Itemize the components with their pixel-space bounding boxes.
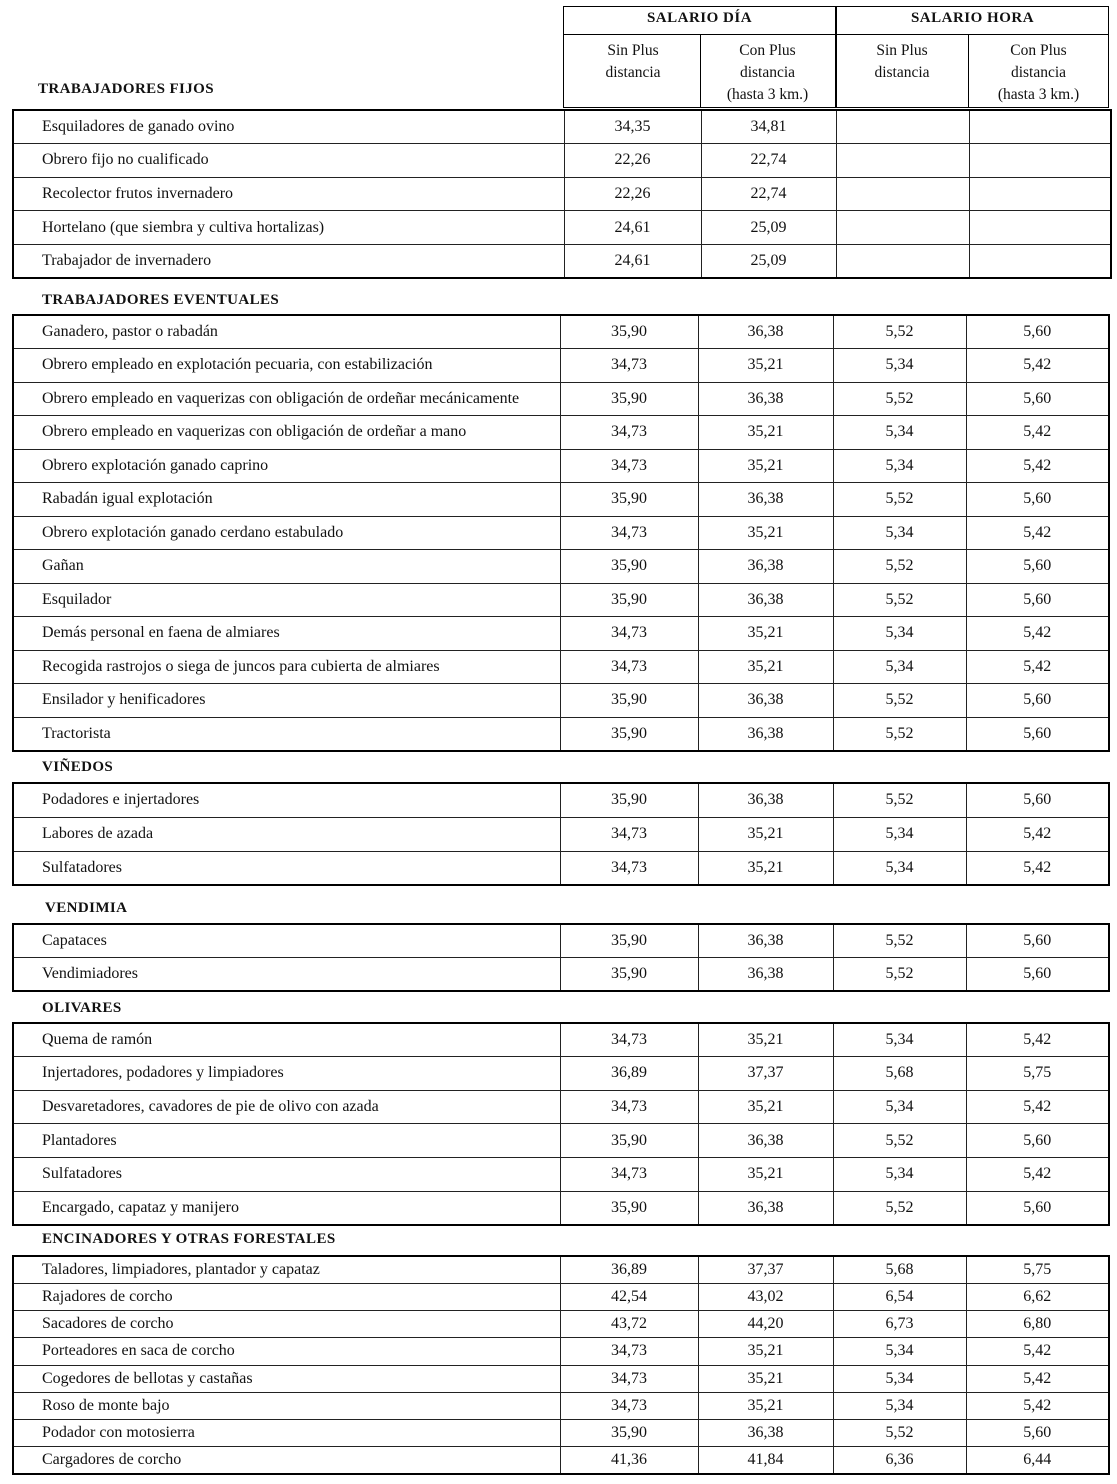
salario-dia-sin-plus-cell: 34,73 xyxy=(560,617,698,651)
table-row xyxy=(13,244,1111,278)
salario-dia-con-plus-cell: 35,21 xyxy=(698,1158,833,1192)
salario-dia-sin-plus-cell: 34,73 xyxy=(560,851,698,885)
job-label: Quema de ramón xyxy=(13,1023,560,1057)
job-label: Capataces xyxy=(13,924,560,958)
table-row xyxy=(13,1392,1109,1419)
job-label: Porteadores en saca de corcho xyxy=(13,1338,560,1365)
salario-dia-con-plus-cell: 22,74 xyxy=(701,144,836,178)
salario-dia-con-plus-cell: 35,21 xyxy=(698,851,833,885)
salario-hora-con-plus-cell: 5,42 xyxy=(966,1392,1109,1419)
salario-hora-header: SALARIO HORA xyxy=(910,10,1035,26)
salario-hora-con-plus-cell: 5,60 xyxy=(966,1124,1109,1158)
salario-dia-con-plus-cell: 36,38 xyxy=(698,315,833,349)
salario-hora-sin-plus-cell: 5,52 xyxy=(833,717,966,751)
salario-dia-sin-plus-cell: 35,90 xyxy=(560,684,698,718)
job-label: Taladores, limpiadores, plantador y capataz xyxy=(13,1256,560,1283)
table-row xyxy=(13,550,1109,584)
job-label: Podador con motosierra xyxy=(13,1420,560,1447)
section-title: TRABAJADORES EVENTUALES xyxy=(42,292,280,308)
salario-dia-con-plus-cell: 36,38 xyxy=(698,684,833,718)
job-label: Cogedores de bellotas y castañas xyxy=(13,1365,560,1392)
section-table xyxy=(12,782,1110,886)
table-row xyxy=(13,1090,1109,1124)
salario-hora-con-plus-cell: 5,60 xyxy=(966,382,1109,416)
job-label: Plantadores xyxy=(13,1124,560,1158)
job-label: Esquilador xyxy=(13,583,560,617)
job-label: Cargadores de corcho xyxy=(13,1447,560,1474)
con-plus-line3: (hasta 3 km.) xyxy=(726,86,809,103)
salario-dia-sin-plus-cell: 34,73 xyxy=(560,416,698,450)
sin-plus-line2: distancia xyxy=(874,64,930,81)
salario-hora-con-plus-cell: 5,42 xyxy=(966,1365,1109,1392)
salario-hora-con-plus-cell: 5,42 xyxy=(966,1023,1109,1057)
section-title: VIÑEDOS xyxy=(42,759,114,775)
salario-dia-con-plus-cell: 37,37 xyxy=(698,1256,833,1283)
job-label: Injertadores, podadores y limpiadores xyxy=(13,1057,560,1091)
salario-dia-con-plus-cell: 44,20 xyxy=(698,1311,833,1338)
salario-hora-sin-plus-cell: 5,52 xyxy=(833,924,966,958)
table-row xyxy=(13,516,1109,550)
salario-dia-con-plus-cell: 35,21 xyxy=(698,416,833,450)
table-row xyxy=(13,617,1109,651)
salario-hora-con-plus-cell: 5,42 xyxy=(966,349,1109,383)
job-label: Recogida rastrojos o siega de juncos para cubierta de almiares xyxy=(13,650,560,684)
salario-hora-sin-plus-cell: 5,68 xyxy=(833,1256,966,1283)
salario-dia-sin-plus-cell: 35,90 xyxy=(560,1191,698,1225)
sin-plus-dia-header xyxy=(566,40,700,84)
salario-dia-sin-plus-cell: 35,90 xyxy=(560,382,698,416)
salario-hora-con-plus-cell xyxy=(969,144,1111,178)
section-table xyxy=(12,923,1110,992)
salario-hora-con-plus-cell: 5,60 xyxy=(966,1191,1109,1225)
salario-hora-con-plus-cell: 5,75 xyxy=(966,1256,1109,1283)
job-label: Trabajador de invernadero xyxy=(13,244,564,278)
salario-hora-sin-plus-cell: 5,34 xyxy=(833,1392,966,1419)
job-label: Rabadán igual explotación xyxy=(13,483,560,517)
salario-dia-con-plus-cell: 36,38 xyxy=(698,382,833,416)
table-row xyxy=(13,315,1109,349)
con-plus-dia-header xyxy=(700,40,835,106)
job-label: Demás personal en faena de almiares xyxy=(13,617,560,651)
salario-hora-sin-plus-cell: 6,36 xyxy=(833,1447,966,1474)
salario-hora-con-plus-cell: 5,60 xyxy=(966,684,1109,718)
salario-dia-sin-plus-cell: 34,73 xyxy=(560,349,698,383)
salario-dia-sin-plus-cell: 35,90 xyxy=(560,315,698,349)
table-row xyxy=(13,1023,1109,1057)
salario-dia-con-plus-cell: 35,21 xyxy=(698,1392,833,1419)
salario-dia-con-plus-cell: 35,21 xyxy=(698,650,833,684)
salario-hora-sin-plus-cell: 5,52 xyxy=(833,315,966,349)
table-row xyxy=(13,1420,1109,1447)
con-plus-line1: Con Plus xyxy=(1010,42,1067,59)
salario-dia-con-plus-cell: 35,21 xyxy=(698,516,833,550)
salario-dia-sin-plus-cell: 34,73 xyxy=(560,817,698,851)
salario-hora-con-plus-cell: 5,42 xyxy=(966,1158,1109,1192)
salario-dia-sin-plus-cell: 22,26 xyxy=(564,144,701,178)
job-label: Podadores e injertadores xyxy=(13,783,560,817)
salario-dia-sin-plus-cell: 35,90 xyxy=(560,583,698,617)
job-label: Tractorista xyxy=(13,717,560,751)
salario-dia-con-plus-cell: 35,21 xyxy=(698,1090,833,1124)
job-label: Hortelano (que siembra y cultiva hortalizas) xyxy=(13,211,564,245)
table-row xyxy=(13,449,1109,483)
salario-dia-sin-plus-cell: 35,90 xyxy=(560,1420,698,1447)
salario-dia-con-plus-cell: 25,09 xyxy=(701,211,836,245)
con-plus-line3: (hasta 3 km.) xyxy=(997,86,1080,103)
salario-hora-con-plus-cell: 5,42 xyxy=(966,817,1109,851)
salario-dia-con-plus-cell: 36,38 xyxy=(698,483,833,517)
salario-dia-con-plus-cell: 35,21 xyxy=(698,1338,833,1365)
table-row xyxy=(13,817,1109,851)
sin-plus-hora-header xyxy=(836,40,968,84)
salario-hora-sin-plus-cell: 5,52 xyxy=(833,684,966,718)
sin-plus-line1: Sin Plus xyxy=(876,42,928,59)
salario-hora-sin-plus-cell: 5,34 xyxy=(833,1338,966,1365)
salario-hora-con-plus-cell: 5,60 xyxy=(966,583,1109,617)
salario-dia-con-plus-cell: 36,38 xyxy=(698,717,833,751)
con-plus-line1: Con Plus xyxy=(739,42,796,59)
con-plus-line2: distancia xyxy=(739,64,796,81)
salario-dia-con-plus-cell: 36,38 xyxy=(698,583,833,617)
salario-dia-con-plus-cell: 36,38 xyxy=(698,550,833,584)
salario-hora-sin-plus-cell xyxy=(836,244,969,278)
salario-dia-con-plus-cell: 36,38 xyxy=(698,958,833,992)
salario-dia-sin-plus-cell: 35,90 xyxy=(560,550,698,584)
salario-hora-con-plus-cell: 5,42 xyxy=(966,516,1109,550)
table-row xyxy=(13,349,1109,383)
salario-hora-sin-plus-cell: 5,34 xyxy=(833,416,966,450)
salario-hora-sin-plus-cell: 5,34 xyxy=(833,449,966,483)
salario-dia-con-plus-cell: 36,38 xyxy=(698,783,833,817)
job-label: Labores de azada xyxy=(13,817,560,851)
table-row xyxy=(13,1338,1109,1365)
salario-dia-sin-plus-cell: 35,90 xyxy=(560,717,698,751)
salario-hora-con-plus-cell: 5,60 xyxy=(966,717,1109,751)
salario-hora-con-plus-cell: 5,42 xyxy=(966,851,1109,885)
job-label: Ganadero, pastor o rabadán xyxy=(13,315,560,349)
salario-hora-sin-plus-cell: 5,52 xyxy=(833,783,966,817)
salario-dia-con-plus-cell: 41,84 xyxy=(698,1447,833,1474)
salario-dia-sin-plus-cell: 36,89 xyxy=(560,1256,698,1283)
job-label: Sacadores de corcho xyxy=(13,1311,560,1338)
job-label: Obrero explotación ganado caprino xyxy=(13,449,560,483)
salario-dia-con-plus-cell: 37,37 xyxy=(698,1057,833,1091)
salario-dia-con-plus-cell: 22,74 xyxy=(701,177,836,211)
salario-hora-sin-plus-cell: 5,34 xyxy=(833,851,966,885)
salario-dia-sin-plus-cell: 42,54 xyxy=(560,1283,698,1310)
salario-hora-sin-plus-cell: 5,34 xyxy=(833,349,966,383)
salario-dia-con-plus-cell: 35,21 xyxy=(698,817,833,851)
salario-hora-sin-plus-cell xyxy=(836,144,969,178)
table-row xyxy=(13,1124,1109,1158)
salario-dia-sin-plus-cell: 35,90 xyxy=(560,924,698,958)
salario-hora-con-plus-cell xyxy=(969,211,1111,245)
salario-hora-con-plus-cell: 5,60 xyxy=(966,315,1109,349)
salario-dia-sin-plus-cell: 43,72 xyxy=(560,1311,698,1338)
job-label: Ensilador y henificadores xyxy=(13,684,560,718)
table-row xyxy=(13,1311,1109,1338)
table-row xyxy=(13,783,1109,817)
salario-dia-sin-plus-cell: 35,90 xyxy=(560,783,698,817)
salario-hora-sin-plus-cell: 5,34 xyxy=(833,516,966,550)
section-table xyxy=(12,109,1112,279)
salario-dia-con-plus-cell: 36,38 xyxy=(698,1420,833,1447)
salario-hora-sin-plus-cell: 5,52 xyxy=(833,1420,966,1447)
job-label: Recolector frutos invernadero xyxy=(13,177,564,211)
salario-dia-sin-plus-cell: 34,73 xyxy=(560,650,698,684)
salario-dia-con-plus-cell: 34,81 xyxy=(701,110,836,144)
job-label: Obrero empleado en explotación pecuaria, con estabilización xyxy=(13,349,560,383)
salario-hora-con-plus-cell: 5,60 xyxy=(966,483,1109,517)
job-label: Obrero empleado en vaquerizas con obligación de ordeñar a mano xyxy=(13,416,560,450)
table-row xyxy=(13,717,1109,751)
salario-hora-sin-plus-cell: 5,68 xyxy=(833,1057,966,1091)
salario-hora-con-plus-cell: 6,62 xyxy=(966,1283,1109,1310)
job-label: Esquiladores de ganado ovino xyxy=(13,110,564,144)
job-label: Desvaretadores, cavadores de pie de olivo con azada xyxy=(13,1090,560,1124)
salario-dia-sin-plus-cell: 34,73 xyxy=(560,1365,698,1392)
table-row xyxy=(13,958,1109,992)
salario-hora-con-plus-cell: 5,60 xyxy=(966,1420,1109,1447)
salario-hora-sin-plus-cell xyxy=(836,211,969,245)
salario-hora-con-plus-cell xyxy=(969,110,1111,144)
salario-hora-con-plus-cell: 5,42 xyxy=(966,1090,1109,1124)
salario-hora-sin-plus-cell: 5,34 xyxy=(833,1090,966,1124)
table-row xyxy=(13,1191,1109,1225)
table-row xyxy=(13,382,1109,416)
salario-dia-con-plus-cell: 35,21 xyxy=(698,449,833,483)
salario-dia-sin-plus-cell: 34,73 xyxy=(560,1338,698,1365)
salario-dia-con-plus-cell: 43,02 xyxy=(698,1283,833,1310)
table-row xyxy=(13,1365,1109,1392)
table-row xyxy=(13,1256,1109,1283)
section-table xyxy=(12,314,1110,752)
section-title: OLIVARES xyxy=(42,1000,122,1016)
salario-dia-con-plus-cell: 36,38 xyxy=(698,924,833,958)
table-row xyxy=(13,483,1109,517)
salario-hora-con-plus-cell: 5,60 xyxy=(966,924,1109,958)
salario-dia-sin-plus-cell: 34,73 xyxy=(560,516,698,550)
salario-dia-sin-plus-cell: 36,89 xyxy=(560,1057,698,1091)
salario-hora-con-plus-cell: 6,80 xyxy=(966,1311,1109,1338)
salario-hora-sin-plus-cell: 5,34 xyxy=(833,1158,966,1192)
salario-dia-sin-plus-cell: 35,90 xyxy=(560,958,698,992)
salario-dia-sin-plus-cell: 34,73 xyxy=(560,1090,698,1124)
salario-dia-sin-plus-cell: 34,35 xyxy=(564,110,701,144)
salario-dia-con-plus-cell: 25,09 xyxy=(701,244,836,278)
table-row xyxy=(13,583,1109,617)
table-row xyxy=(13,924,1109,958)
salario-hora-sin-plus-cell: 5,52 xyxy=(833,1124,966,1158)
table-row xyxy=(13,177,1111,211)
salario-dia-header: SALARIO DÍA xyxy=(646,10,753,26)
job-label: Vendimiadores xyxy=(13,958,560,992)
salario-dia-sin-plus-cell: 22,26 xyxy=(564,177,701,211)
salario-dia-con-plus-cell: 35,21 xyxy=(698,349,833,383)
section-table xyxy=(12,1255,1110,1475)
job-label: Sulfatadores xyxy=(13,1158,560,1192)
salario-hora-sin-plus-cell: 5,52 xyxy=(833,583,966,617)
salario-dia-sin-plus-cell: 34,73 xyxy=(560,1023,698,1057)
salario-hora-con-plus-cell: 6,44 xyxy=(966,1447,1109,1474)
salario-hora-con-plus-cell: 5,42 xyxy=(966,650,1109,684)
salario-dia-con-plus-cell: 35,21 xyxy=(698,1023,833,1057)
salario-hora-con-plus-cell xyxy=(969,177,1111,211)
salario-hora-sin-plus-cell xyxy=(836,177,969,211)
salario-hora-con-plus-cell: 5,60 xyxy=(966,550,1109,584)
salario-hora-con-plus-cell xyxy=(969,244,1111,278)
salario-hora-sin-plus-cell: 6,73 xyxy=(833,1311,966,1338)
salario-dia-sin-plus-cell: 24,61 xyxy=(564,244,701,278)
table-row xyxy=(13,1158,1109,1192)
section-title: TRABAJADORES FIJOS xyxy=(38,81,214,97)
salario-hora-con-plus-cell: 5,75 xyxy=(966,1057,1109,1091)
salario-dia-sin-plus-cell: 35,90 xyxy=(560,1124,698,1158)
section-table xyxy=(12,1022,1110,1226)
job-label: Sulfatadores xyxy=(13,851,560,885)
job-label: Obrero empleado en vaquerizas con obligación de ordeñar mecánicamente xyxy=(13,382,560,416)
job-label: Encargado, capataz y manijero xyxy=(13,1191,560,1225)
salario-hora-con-plus-cell: 5,42 xyxy=(966,449,1109,483)
salario-hora-con-plus-cell: 5,60 xyxy=(966,783,1109,817)
salario-dia-sin-plus-cell: 34,73 xyxy=(560,449,698,483)
salario-dia-sin-plus-cell: 24,61 xyxy=(564,211,701,245)
salario-hora-sin-plus-cell: 5,34 xyxy=(833,650,966,684)
salario-hora-sin-plus-cell: 5,34 xyxy=(833,817,966,851)
job-label: Rajadores de corcho xyxy=(13,1283,560,1310)
salario-hora-con-plus-cell: 5,42 xyxy=(966,1338,1109,1365)
table-row xyxy=(13,650,1109,684)
salario-hora-sin-plus-cell: 5,52 xyxy=(833,1191,966,1225)
salario-hora-sin-plus-cell xyxy=(836,110,969,144)
con-plus-line2: distancia xyxy=(1010,64,1067,81)
con-plus-hora-header xyxy=(968,40,1109,106)
sin-plus-line1: Sin Plus xyxy=(607,42,659,59)
salario-dia-con-plus-cell: 36,38 xyxy=(698,1124,833,1158)
salario-dia-sin-plus-cell: 34,73 xyxy=(560,1158,698,1192)
salario-hora-con-plus-cell: 5,60 xyxy=(966,958,1109,992)
salario-hora-sin-plus-cell: 5,34 xyxy=(833,617,966,651)
salario-dia-sin-plus-cell: 34,73 xyxy=(560,1392,698,1419)
salario-dia-con-plus-cell: 35,21 xyxy=(698,617,833,651)
salario-hora-sin-plus-cell: 5,52 xyxy=(833,382,966,416)
salario-hora-sin-plus-cell: 5,52 xyxy=(833,550,966,584)
salario-dia-con-plus-cell: 35,21 xyxy=(698,1365,833,1392)
table-row xyxy=(13,110,1111,144)
salario-hora-con-plus-cell: 5,42 xyxy=(966,416,1109,450)
table-row xyxy=(13,416,1109,450)
section-title: ENCINADORES Y OTRAS FORESTALES xyxy=(42,1231,336,1247)
salario-hora-sin-plus-cell: 5,34 xyxy=(833,1365,966,1392)
salario-hora-sin-plus-cell: 5,34 xyxy=(833,1023,966,1057)
section-title: VENDIMIA xyxy=(45,900,128,916)
salario-dia-sin-plus-cell: 41,36 xyxy=(560,1447,698,1474)
salario-hora-sin-plus-cell: 6,54 xyxy=(833,1283,966,1310)
salario-dia-sin-plus-cell: 35,90 xyxy=(560,483,698,517)
salario-dia-con-plus-cell: 36,38 xyxy=(698,1191,833,1225)
salario-hora-sin-plus-cell: 5,52 xyxy=(833,483,966,517)
job-label: Obrero fijo no cualificado xyxy=(13,144,564,178)
table-row xyxy=(13,1447,1109,1474)
job-label: Obrero explotación ganado cerdano estabulado xyxy=(13,516,560,550)
sin-plus-line2: distancia xyxy=(605,64,661,81)
table-row xyxy=(13,684,1109,718)
job-label: Gañan xyxy=(13,550,560,584)
table-row xyxy=(13,1283,1109,1310)
salario-hora-con-plus-cell: 5,42 xyxy=(966,617,1109,651)
table-row xyxy=(13,144,1111,178)
table-row xyxy=(13,1057,1109,1091)
table-row xyxy=(13,851,1109,885)
salario-hora-sin-plus-cell: 5,52 xyxy=(833,958,966,992)
job-label: Roso de monte bajo xyxy=(13,1392,560,1419)
table-row xyxy=(13,211,1111,245)
